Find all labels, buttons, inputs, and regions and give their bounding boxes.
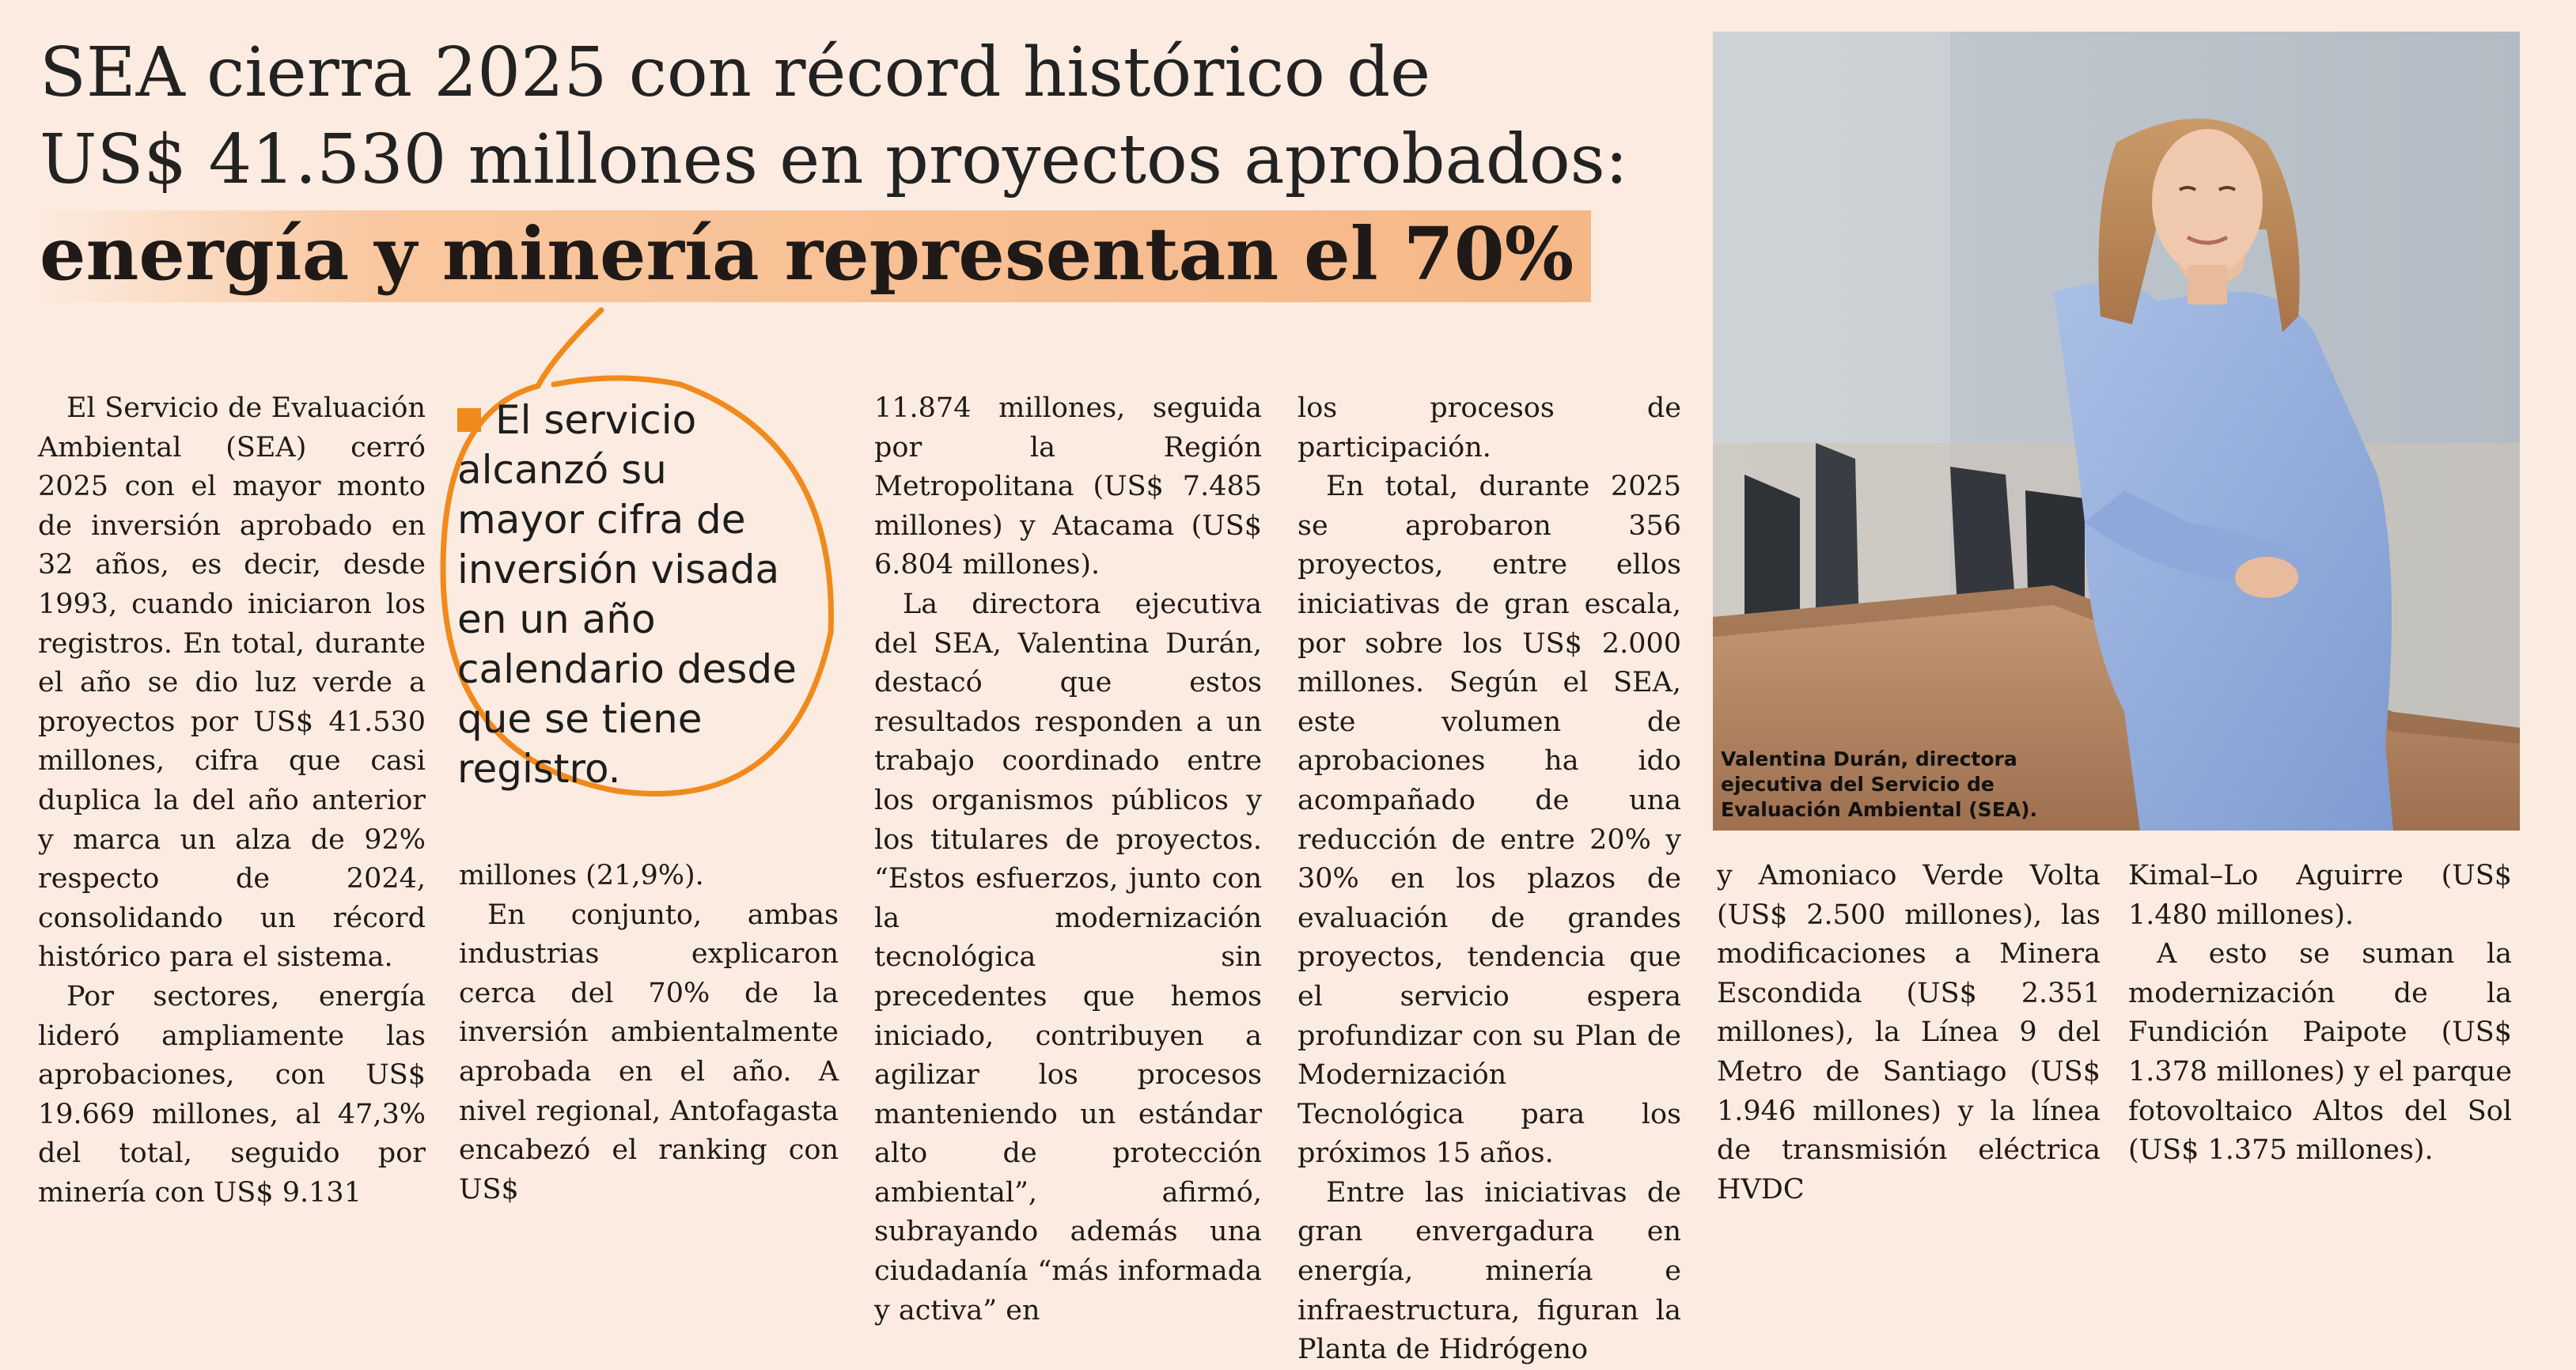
article-column-1 [38, 389, 426, 1213]
paragraph: En total, durante 2025 se aprobaron 356 proyectos, entre ellos iniciativas de gran escala, por sobre los US$ 2.000 millones. Según el SEA, este volumen de aprobaciones ha ido acompañado de una reducción de entre 20% y 30% en los plazos de evaluación de grandes proyectos, tendencia que el servicio espera profundizar con su Plan de Modernización Tecnológica para los próximos 15 años. [1297, 471, 1681, 1170]
paragraph: Entre las iniciativas de gran envergadura en energía, minería e infraestructura, figuran la Planta de Hidrógeno [1297, 1176, 1681, 1366]
headline-line-2: US$ 41.530 millones en proyectos aprobados: [40, 120, 1628, 199]
article-column-6 [2128, 857, 2512, 1171]
paragraph: los procesos de participación. [1297, 392, 1681, 464]
portrait-illustration [1713, 32, 2520, 831]
paragraph: En conjunto, ambas industrias explicaron cerca del 70% de la inversión ambientalmente aprobada en el año. A nivel regional, Antofagasta encabezó el ranking con US$ [459, 899, 839, 1205]
portrait-photo [1713, 32, 2520, 831]
paragraph: Por sectores, energía lideró ampliamente las aprobaciones, con US$ 19.669 millones, al 47,3% del total, seguido por minería con US$ 9.131 [38, 980, 426, 1209]
paragraph: A esto se suman la modernización de la Fundición Paipote (US$ 1.378 millones) y el parque fotovoltaico Altos del Sol (US$ 1.375 millones). [2128, 938, 2512, 1167]
paragraph: Kimal–Lo Aguirre (US$ 1.480 millones). [2128, 860, 2512, 931]
article-column-3 [874, 389, 1262, 1330]
headline-highlight: energía y minería representan el 70% [33, 210, 1591, 302]
photo-caption: Valentina Durán, directora ejecutiva del Servicio de Evaluación Ambiental (SEA). [1721, 747, 2038, 821]
article-column-5 [1717, 857, 2101, 1209]
headline [40, 32, 1709, 302]
paragraph: La directora ejecutiva del SEA, Valentina Durán, destacó que estos resultados responden a un trabajo coordinado entre los organismos públicos y los titulares de proyectos. “Estos esfuerzos, junto con la modernización tecnológica sin precedentes que hemos iniciado, contribuyen a agilizar los procesos manteniendo un estándar alto de protección ambiental”, afirmó, subrayando además una ciudadanía “más informada y activa” en [874, 588, 1262, 1326]
pull-quote [457, 395, 805, 794]
article-column-2 [459, 857, 839, 1209]
paragraph: millones (21,9%). [459, 860, 704, 891]
paragraph: y Amoniaco Verde Volta (US$ 2.500 millones), las modificaciones a Minera Escondida (US$ 2.351 millones), la Línea 9 del Metro de Santiago (US$ 1.946 millones) y la línea de transmisión eléctrica HVDC [1717, 860, 2101, 1205]
paragraph: 11.874 millones, seguida por la Región Metropolitana (US$ 7.485 millones) y Atacama (US$ 6.804 millones). [874, 392, 1262, 581]
headline-line-1: SEA cierra 2025 con récord histórico de [40, 33, 1431, 112]
article-column-4 [1297, 389, 1681, 1370]
pull-quote-square-icon [457, 408, 481, 432]
paragraph: El Servicio de Evaluación Ambiental (SEA) cerró 2025 con el mayor monto de inversión aprobado en 32 años, es decir, desde 1993, cuando iniciaron los registros. En total, durante el año se dio luz verde a proyectos por US$ 41.530 millones, cifra que casi duplica la del año anterior y marca un alza de 92% respecto de 2024, consolidando un récord histórico para el sistema. [38, 392, 426, 974]
pull-quote-text: El servicio alcanzó su mayor cifra de inversión visada en un año calendario desde que se tiene registro. [457, 397, 797, 792]
